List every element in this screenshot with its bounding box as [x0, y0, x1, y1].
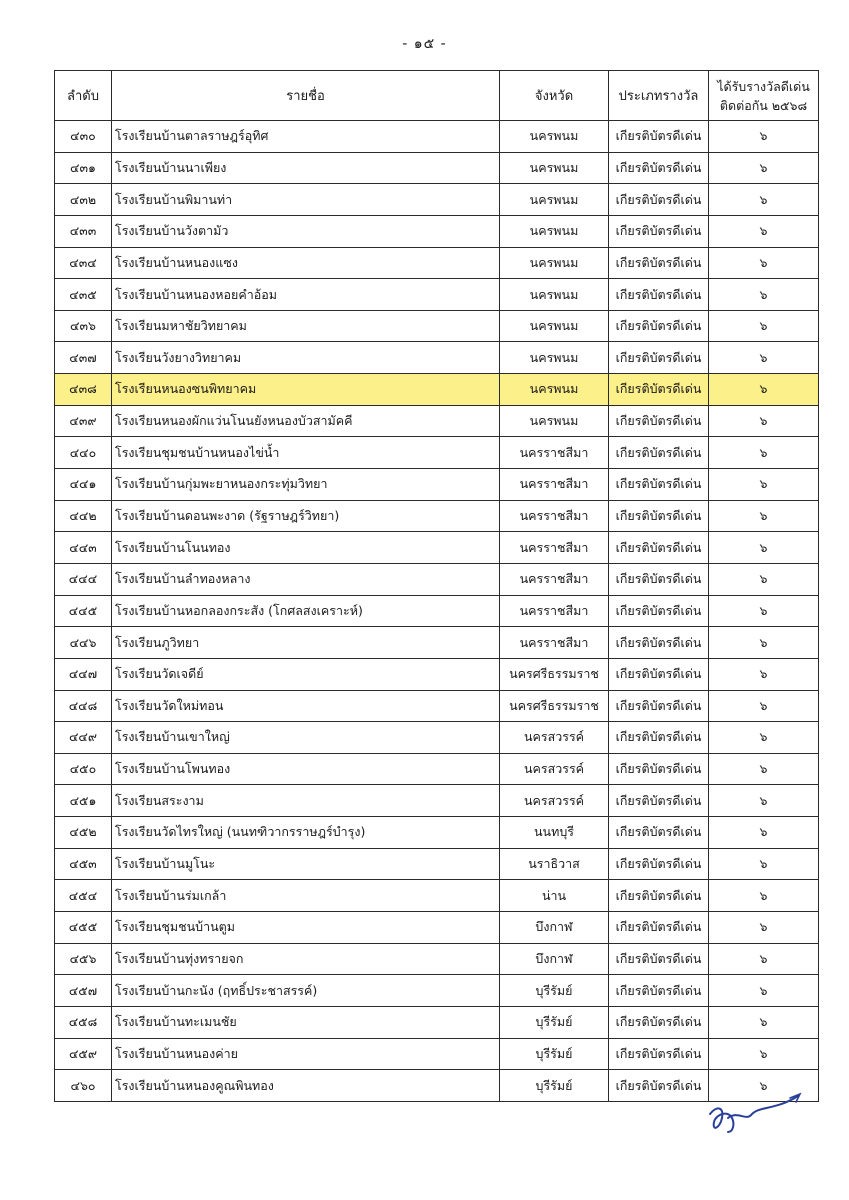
school-name: โรงเรียนบ้านมูโนะ — [112, 848, 500, 880]
award-type: เกียรติบัตรดีเด่น — [609, 279, 709, 311]
award-type: เกียรติบัตรดีเด่น — [609, 1038, 709, 1070]
row-number: ๔๓๓ — [55, 215, 112, 247]
row-number: ๔๕๕ — [55, 912, 112, 944]
row-number: ๔๔๘ — [55, 690, 112, 722]
school-name: โรงเรียนบ้านพิมานท่า — [112, 184, 500, 216]
table-row — [55, 975, 819, 1007]
table-row — [55, 342, 819, 374]
table-row — [55, 215, 819, 247]
streak-count: ๖ — [709, 437, 819, 469]
award-type: เกียรติบัตรดีเด่น — [609, 1006, 709, 1038]
school-name: โรงเรียนบ้านโพนทอง — [112, 753, 500, 785]
award-type: เกียรติบัตรดีเด่น — [609, 121, 709, 153]
table-row — [55, 880, 819, 912]
province: บุรีรัมย์ — [500, 975, 609, 1007]
province: นครพนม — [500, 247, 609, 279]
table-row — [55, 1038, 819, 1070]
award-type: เกียรติบัตรดีเด่น — [609, 753, 709, 785]
row-number: ๔๓๑ — [55, 152, 112, 184]
row-number: ๔๕๗ — [55, 975, 112, 1007]
table-row — [55, 785, 819, 817]
school-name: โรงเรียนวังยางวิทยาคม — [112, 342, 500, 374]
streak-count: ๖ — [709, 848, 819, 880]
streak-count: ๖ — [709, 405, 819, 437]
row-number: ๔๓๔ — [55, 247, 112, 279]
province: นนทบุรี — [500, 817, 609, 849]
header-province: จังหวัด — [500, 71, 609, 121]
award-type: เกียรติบัตรดีเด่น — [609, 943, 709, 975]
streak-count: ๖ — [709, 1070, 819, 1102]
table-row — [55, 469, 819, 501]
table-row — [55, 595, 819, 627]
award-type: เกียรติบัตรดีเด่น — [609, 690, 709, 722]
streak-count: ๖ — [709, 595, 819, 627]
row-number: ๔๔๓ — [55, 532, 112, 564]
table-row — [55, 912, 819, 944]
province: นครสวรรค์ — [500, 722, 609, 754]
school-name: โรงเรียนบ้านร่มเกล้า — [112, 880, 500, 912]
province: บึงกาฬ — [500, 912, 609, 944]
school-name: โรงเรียนบ้านตาลราษฎร์อุทิศ — [112, 121, 500, 153]
row-number: ๔๖๐ — [55, 1070, 112, 1102]
province: นครราชสีมา — [500, 500, 609, 532]
table-row — [55, 563, 819, 595]
province: นครศรีธรรมราช — [500, 658, 609, 690]
table-row — [55, 627, 819, 659]
row-number: ๔๕๓ — [55, 848, 112, 880]
province: นครราชสีมา — [500, 437, 609, 469]
school-name: โรงเรียนบ้านโนนทอง — [112, 532, 500, 564]
school-name: โรงเรียนบ้านกะนัง (ฤทธิ์ประชาสรรค์) — [112, 975, 500, 1007]
header-streak — [709, 71, 819, 121]
province: นราธิวาส — [500, 848, 609, 880]
province: นครพนม — [500, 184, 609, 216]
award-type: เกียรติบัตรดีเด่น — [609, 310, 709, 342]
signature-icon — [706, 1088, 806, 1138]
province: นครพนม — [500, 152, 609, 184]
streak-count: ๖ — [709, 342, 819, 374]
school-name: โรงเรียนบ้านหนองหอยคำอ้อม — [112, 279, 500, 311]
table-header-row — [55, 71, 819, 121]
award-type: เกียรติบัตรดีเด่น — [609, 722, 709, 754]
province: นครพนม — [500, 215, 609, 247]
streak-count: ๖ — [709, 912, 819, 944]
school-name: โรงเรียนบ้านหอกลองกระสัง (โกศลสงเคราะห์) — [112, 595, 500, 627]
school-name: โรงเรียนภูวิทยา — [112, 627, 500, 659]
row-number: ๔๕๘ — [55, 1006, 112, 1038]
streak-count: ๖ — [709, 658, 819, 690]
row-number: ๔๕๔ — [55, 880, 112, 912]
table-row — [55, 1070, 819, 1102]
school-name: โรงเรียนบ้านวังตามัว — [112, 215, 500, 247]
award-type: เกียรติบัตรดีเด่น — [609, 785, 709, 817]
province: นครพนม — [500, 279, 609, 311]
streak-count: ๖ — [709, 279, 819, 311]
award-type: เกียรติบัตรดีเด่น — [609, 437, 709, 469]
table-row — [55, 310, 819, 342]
province: บุรีรัมย์ — [500, 1038, 609, 1070]
streak-count: ๖ — [709, 753, 819, 785]
school-name: โรงเรียนบ้านดอนพะงาด (รัฐราษฎร์วิทยา) — [112, 500, 500, 532]
award-type: เกียรติบัตรดีเด่น — [609, 152, 709, 184]
table-row — [55, 817, 819, 849]
streak-count: ๖ — [709, 532, 819, 564]
streak-count: ๖ — [709, 943, 819, 975]
school-name: โรงเรียนบ้านหนองคูณพินทอง — [112, 1070, 500, 1102]
school-name: โรงเรียนวัดใหม่ทอน — [112, 690, 500, 722]
award-type: เกียรติบัตรดีเด่น — [609, 184, 709, 216]
school-name: โรงเรียนบ้านหนองแซง — [112, 247, 500, 279]
award-type: เกียรติบัตรดีเด่น — [609, 469, 709, 501]
streak-count: ๖ — [709, 817, 819, 849]
header-no: ลำดับ — [55, 71, 112, 121]
table-row — [55, 184, 819, 216]
row-number: ๔๓๐ — [55, 121, 112, 153]
award-type: เกียรติบัตรดีเด่น — [609, 247, 709, 279]
streak-count: ๖ — [709, 1006, 819, 1038]
streak-count: ๖ — [709, 563, 819, 595]
streak-count: ๖ — [709, 880, 819, 912]
province: บึงกาฬ — [500, 943, 609, 975]
table-row — [55, 405, 819, 437]
province: นครราชสีมา — [500, 563, 609, 595]
row-number: ๔๕๐ — [55, 753, 112, 785]
row-number: ๔๓๒ — [55, 184, 112, 216]
streak-count: ๖ — [709, 722, 819, 754]
award-type: เกียรติบัตรดีเด่น — [609, 658, 709, 690]
award-type: เกียรติบัตรดีเด่น — [609, 405, 709, 437]
award-type: เกียรติบัตรดีเด่น — [609, 374, 709, 406]
streak-count: ๖ — [709, 215, 819, 247]
school-name: โรงเรียนหนองผักแว่นโนนยังหนองบัวสามัคคี — [112, 405, 500, 437]
table-row — [55, 374, 819, 406]
row-number: ๔๔๖ — [55, 627, 112, 659]
row-number: ๔๕๖ — [55, 943, 112, 975]
table-row — [55, 437, 819, 469]
province: นครพนม — [500, 121, 609, 153]
award-type: เกียรติบัตรดีเด่น — [609, 563, 709, 595]
table-row — [55, 722, 819, 754]
table-row — [55, 121, 819, 153]
row-number: ๔๔๗ — [55, 658, 112, 690]
province: นครศรีธรรมราช — [500, 690, 609, 722]
streak-count: ๖ — [709, 247, 819, 279]
school-name: โรงเรียนวัดไทรใหญ่ (นนทฑิวากรราษฎร์บำรุง) — [112, 817, 500, 849]
streak-count: ๖ — [709, 121, 819, 153]
table-row — [55, 753, 819, 785]
award-type: เกียรติบัตรดีเด่น — [609, 1070, 709, 1102]
school-name: โรงเรียนชุมชนบ้านตูม — [112, 912, 500, 944]
row-number: ๔๔๒ — [55, 500, 112, 532]
streak-count: ๖ — [709, 469, 819, 501]
award-table — [54, 70, 819, 1102]
province: นครราชสีมา — [500, 469, 609, 501]
award-type: เกียรติบัตรดีเด่น — [609, 500, 709, 532]
row-number: ๔๔๕ — [55, 595, 112, 627]
header-award-type: ประเภทรางวัล — [609, 71, 709, 121]
school-name: โรงเรียนบ้านลำทองหลาง — [112, 563, 500, 595]
province: นครพนม — [500, 374, 609, 406]
province: นครพนม — [500, 310, 609, 342]
school-name: โรงเรียนบ้านหนองค่าย — [112, 1038, 500, 1070]
page-number: - ๑๕ - — [402, 36, 447, 52]
table-row — [55, 532, 819, 564]
school-name: โรงเรียนบ้านนาเพียง — [112, 152, 500, 184]
school-name: โรงเรียนบ้านทุ่งทรายจก — [112, 943, 500, 975]
award-type: เกียรติบัตรดีเด่น — [609, 880, 709, 912]
province: นครพนม — [500, 405, 609, 437]
school-name: โรงเรียนมหาชัยวิทยาคม — [112, 310, 500, 342]
award-type: เกียรติบัตรดีเด่น — [609, 817, 709, 849]
province: นครพนม — [500, 342, 609, 374]
row-number: ๔๔๐ — [55, 437, 112, 469]
province: บุรีรัมย์ — [500, 1070, 609, 1102]
province: นครราชสีมา — [500, 627, 609, 659]
table-row — [55, 658, 819, 690]
row-number: ๔๓๘ — [55, 374, 112, 406]
province: นครสวรรค์ — [500, 785, 609, 817]
row-number: ๔๔๑ — [55, 469, 112, 501]
row-number: ๔๕๒ — [55, 817, 112, 849]
province: นครราชสีมา — [500, 595, 609, 627]
province: นครราชสีมา — [500, 532, 609, 564]
row-number: ๔๓๖ — [55, 310, 112, 342]
row-number: ๔๔๔ — [55, 563, 112, 595]
award-type: เกียรติบัตรดีเด่น — [609, 627, 709, 659]
award-type: เกียรติบัตรดีเด่น — [609, 342, 709, 374]
streak-count: ๖ — [709, 785, 819, 817]
table-body — [55, 121, 819, 1102]
table-row — [55, 500, 819, 532]
province: นครสวรรค์ — [500, 753, 609, 785]
award-type: เกียรติบัตรดีเด่น — [609, 595, 709, 627]
streak-count: ๖ — [709, 627, 819, 659]
row-number: ๔๕๑ — [55, 785, 112, 817]
header-streak-line1: ได้รับรางวัลดีเด่น — [717, 78, 810, 94]
school-name: โรงเรียนชุมชนบ้านหนองไข่น้ำ — [112, 437, 500, 469]
header-name: รายชื่อ — [112, 71, 500, 121]
school-name: โรงเรียนบ้านเขาใหญ่ — [112, 722, 500, 754]
table-row — [55, 690, 819, 722]
table-row — [55, 848, 819, 880]
row-number: ๔๔๙ — [55, 722, 112, 754]
table-row — [55, 152, 819, 184]
streak-count: ๖ — [709, 690, 819, 722]
streak-count: ๖ — [709, 310, 819, 342]
province: น่าน — [500, 880, 609, 912]
header-streak-line2: ติดต่อกัน ๒๕๖๘ — [719, 97, 808, 113]
streak-count: ๖ — [709, 152, 819, 184]
streak-count: ๖ — [709, 184, 819, 216]
streak-count: ๖ — [709, 975, 819, 1007]
row-number: ๔๕๙ — [55, 1038, 112, 1070]
school-name: โรงเรียนสระงาม — [112, 785, 500, 817]
streak-count: ๖ — [709, 374, 819, 406]
province: บุรีรัมย์ — [500, 1006, 609, 1038]
streak-count: ๖ — [709, 500, 819, 532]
school-name: โรงเรียนหนองซนพิทยาคม — [112, 374, 500, 406]
streak-count: ๖ — [709, 1038, 819, 1070]
school-name: โรงเรียนบ้านกุ่มพะยาหนองกระทุ่มวิทยา — [112, 469, 500, 501]
award-type: เกียรติบัตรดีเด่น — [609, 912, 709, 944]
row-number: ๔๓๗ — [55, 342, 112, 374]
row-number: ๔๓๕ — [55, 279, 112, 311]
school-name: โรงเรียนวัดเจดีย์ — [112, 658, 500, 690]
table-row — [55, 1006, 819, 1038]
award-type: เกียรติบัตรดีเด่น — [609, 975, 709, 1007]
award-type: เกียรติบัตรดีเด่น — [609, 532, 709, 564]
school-name: โรงเรียนบ้านทะเมนชัย — [112, 1006, 500, 1038]
award-type: เกียรติบัตรดีเด่น — [609, 215, 709, 247]
table-row — [55, 247, 819, 279]
row-number: ๔๓๙ — [55, 405, 112, 437]
table-row — [55, 279, 819, 311]
award-type: เกียรติบัตรดีเด่น — [609, 848, 709, 880]
table-row — [55, 943, 819, 975]
